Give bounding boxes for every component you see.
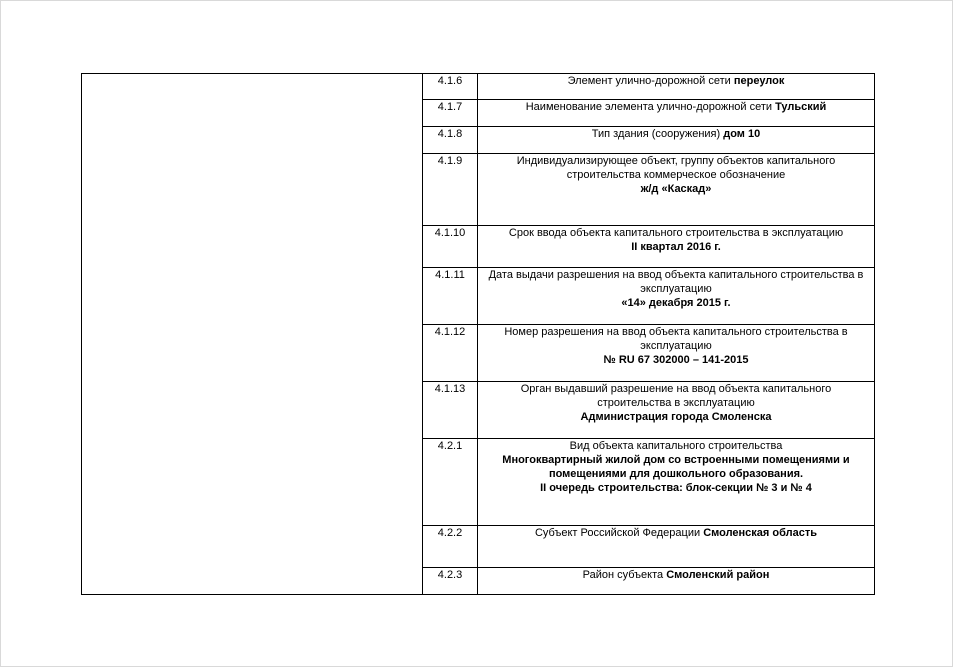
row-value-line: Многоквартирный жилой дом со встроенными помещениями и	[502, 454, 850, 466]
table-row	[82, 74, 875, 100]
row-text-line: Дата выдачи разрешения на ввод объекта капитального строительства в	[488, 269, 864, 281]
row-number: 4.1.11	[423, 268, 478, 325]
row-number: 4.1.10	[423, 226, 478, 268]
row-text-line: Вид объекта капитального строительства	[569, 440, 783, 452]
row-value: Администрация города Смоленска	[580, 411, 772, 423]
row-content	[478, 526, 875, 568]
row-content	[478, 382, 875, 439]
row-content	[478, 74, 875, 100]
row-value: переулок	[733, 75, 785, 87]
row-number: 4.1.13	[423, 382, 478, 439]
row-value: Смоленская область	[703, 527, 818, 539]
row-text-line: Индивидуализирующее объект, группу объектов капитального	[516, 155, 836, 167]
row-text-line: эксплуатацию	[640, 283, 712, 295]
row-text-line: строительства коммерческое обозначение	[566, 169, 786, 181]
row-number: 4.1.9	[423, 154, 478, 226]
row-text: Субъект Российской Федерации	[534, 527, 704, 539]
row-value: № RU 67 302000 – 141-2015	[603, 354, 749, 366]
row-text-line: Срок ввода объекта капитального строительства в эксплуатацию	[508, 227, 844, 239]
row-text: Наименование элемента улично-дорожной сети	[525, 101, 776, 113]
row-number: 4.1.12	[423, 325, 478, 382]
row-value: ж/д «Каскад»	[640, 183, 712, 195]
row-value-line: II очередь строительства: блок-секции № 3 и № 4	[540, 482, 812, 494]
row-text: Элемент улично-дорожной сети	[567, 75, 734, 87]
row-text-line: эксплуатацию	[640, 340, 712, 352]
row-value-line: помещениями для дошкольного образования.	[548, 468, 804, 480]
row-number: 4.1.6	[423, 74, 478, 100]
blank-column	[82, 74, 423, 595]
row-text: Район субъекта	[582, 569, 667, 581]
row-value: дом 10	[723, 128, 761, 140]
row-value: Тульский	[775, 101, 827, 113]
row-content	[478, 325, 875, 382]
row-content	[478, 100, 875, 127]
row-content	[478, 568, 875, 595]
row-content	[478, 439, 875, 526]
row-content	[478, 268, 875, 325]
row-number: 4.2.1	[423, 439, 478, 526]
row-content	[478, 226, 875, 268]
row-content	[478, 154, 875, 226]
row-text-line: Номер разрешения на ввод объекта капитального строительства в	[504, 326, 848, 338]
row-text-line: Орган выдавший разрешение на ввод объекта капитального	[520, 383, 832, 395]
row-value: II квартал 2016 г.	[631, 241, 721, 253]
row-number: 4.1.7	[423, 100, 478, 127]
row-number: 4.2.3	[423, 568, 478, 595]
row-number: 4.2.2	[423, 526, 478, 568]
row-content	[478, 127, 875, 154]
row-text: Тип здания (сооружения)	[591, 128, 724, 140]
row-number: 4.1.8	[423, 127, 478, 154]
row-value: Смоленский район	[666, 569, 770, 581]
object-info-table	[81, 73, 875, 595]
row-value: «14» декабря 2015 г.	[621, 297, 731, 309]
row-text-line: строительства в эксплуатацию	[597, 397, 755, 409]
